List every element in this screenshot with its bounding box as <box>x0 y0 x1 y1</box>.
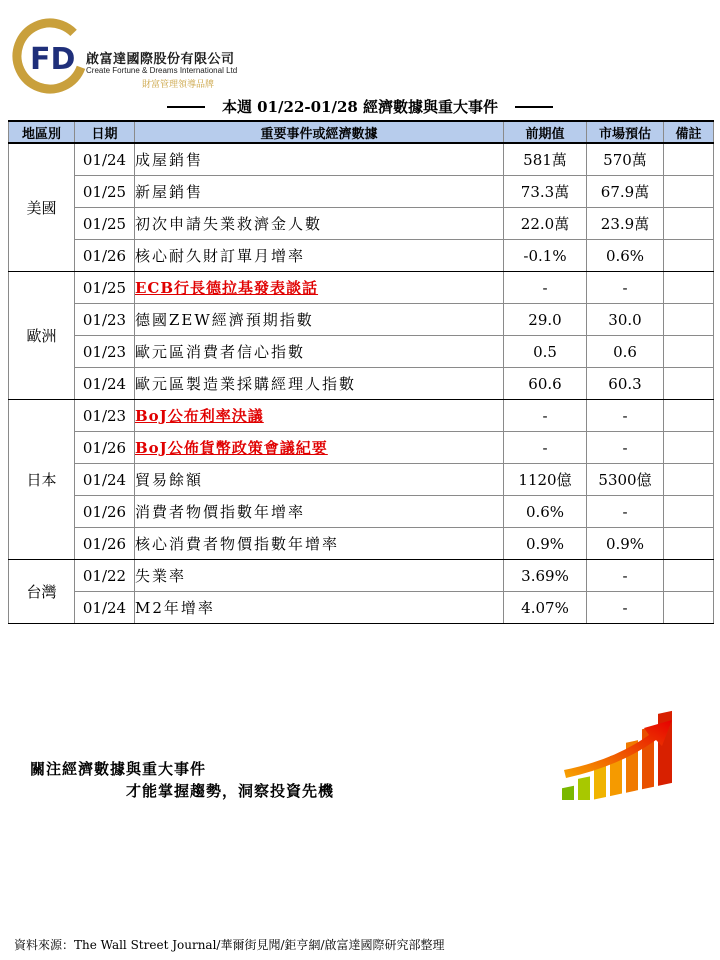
table-row <box>9 176 714 208</box>
event-cell: 核心消費者物價指數年增率 <box>135 528 504 560</box>
event-cell: 失業率 <box>135 560 504 592</box>
table-row <box>9 464 714 496</box>
header-region: 地區別 <box>9 121 75 143</box>
date-cell: 01/25 <box>75 176 135 208</box>
forecast-value-cell: 30.0 <box>587 304 664 336</box>
date-cell: 01/23 <box>75 336 135 368</box>
forecast-value-cell: 60.3 <box>587 368 664 400</box>
event-cell: M2年增率 <box>135 592 504 624</box>
region-cell: 日本 <box>9 400 75 560</box>
table-row <box>9 208 714 240</box>
previous-value-cell: 0.5 <box>504 336 587 368</box>
company-name-en: Create Fortune & Dreams International Ltd <box>86 66 238 75</box>
forecast-value-cell: 23.9萬 <box>587 208 664 240</box>
note-cell <box>664 208 714 240</box>
table-row <box>9 336 714 368</box>
previous-value-cell: 0.6% <box>504 496 587 528</box>
forecast-value-cell: - <box>587 560 664 592</box>
event-cell: 德國ZEW經濟預期指數 <box>135 304 504 336</box>
slogan-line-2: 才能掌握趨勢，洞察投資先機 <box>126 782 335 800</box>
svg-text:FD: FD <box>30 42 76 77</box>
date-cell: 01/26 <box>75 240 135 272</box>
date-cell: 01/26 <box>75 432 135 464</box>
table-row <box>9 240 714 272</box>
forecast-value-cell: 5300億 <box>587 464 664 496</box>
table-row <box>9 496 714 528</box>
previous-value-cell: 4.07% <box>504 592 587 624</box>
forecast-value-cell: 570萬 <box>587 143 664 176</box>
forecast-value-cell: - <box>587 496 664 528</box>
table-row <box>9 400 714 432</box>
region-cell: 台灣 <box>9 560 75 624</box>
note-cell <box>664 400 714 432</box>
table-row <box>9 368 714 400</box>
date-cell: 01/23 <box>75 400 135 432</box>
previous-value-cell: -0.1% <box>504 240 587 272</box>
date-cell: 01/24 <box>75 592 135 624</box>
header-event: 重要事件或經濟數據 <box>135 121 504 143</box>
header-note: 備註 <box>664 121 714 143</box>
note-cell <box>664 368 714 400</box>
table-header-row <box>9 121 714 143</box>
previous-value-cell: 29.0 <box>504 304 587 336</box>
event-cell: ECB行長德拉基發表談話 <box>135 272 504 304</box>
table-row <box>9 143 714 176</box>
note-cell <box>664 592 714 624</box>
previous-value-cell: 60.6 <box>504 368 587 400</box>
date-cell: 01/24 <box>75 368 135 400</box>
header-previous: 前期值 <box>504 121 587 143</box>
header-forecast: 市場預估 <box>587 121 664 143</box>
forecast-value-cell: - <box>587 400 664 432</box>
title-rule-left <box>167 106 205 108</box>
table-row <box>9 272 714 304</box>
page-title-bar <box>0 96 720 116</box>
forecast-value-cell: 0.9% <box>587 528 664 560</box>
table-row <box>9 528 714 560</box>
forecast-value-cell: 0.6 <box>587 336 664 368</box>
previous-value-cell: - <box>504 400 587 432</box>
event-cell: BoJ公布利率決議 <box>135 400 504 432</box>
date-cell: 01/25 <box>75 272 135 304</box>
date-cell: 01/24 <box>75 143 135 176</box>
fd-logo-icon <box>12 14 92 100</box>
note-cell <box>664 336 714 368</box>
previous-value-cell: 581萬 <box>504 143 587 176</box>
date-cell: 01/26 <box>75 528 135 560</box>
rising-bar-chart-icon <box>554 700 694 800</box>
previous-value-cell: 73.3萬 <box>504 176 587 208</box>
event-cell: 貿易餘額 <box>135 464 504 496</box>
event-cell: 歐元區製造業採購經理人指數 <box>135 368 504 400</box>
date-cell: 01/24 <box>75 464 135 496</box>
table-row <box>9 304 714 336</box>
note-cell <box>664 304 714 336</box>
region-cell: 歐洲 <box>9 272 75 400</box>
table-row <box>9 432 714 464</box>
note-cell <box>664 143 714 176</box>
company-name-cn: 啟富達國際股份有限公司 <box>86 52 235 67</box>
forecast-value-cell: - <box>587 432 664 464</box>
event-cell: 新屋銷售 <box>135 176 504 208</box>
previous-value-cell: 3.69% <box>504 560 587 592</box>
date-cell: 01/25 <box>75 208 135 240</box>
previous-value-cell: 0.9% <box>504 528 587 560</box>
forecast-value-cell: - <box>587 592 664 624</box>
event-cell: 消費者物價指數年增率 <box>135 496 504 528</box>
header-date: 日期 <box>75 121 135 143</box>
region-cell: 美國 <box>9 143 75 272</box>
title-rule-right <box>515 106 553 108</box>
event-cell: 核心耐久財訂單月增率 <box>135 240 504 272</box>
previous-value-cell: - <box>504 432 587 464</box>
note-cell <box>664 272 714 304</box>
note-cell <box>664 240 714 272</box>
note-cell <box>664 464 714 496</box>
forecast-value-cell: 0.6% <box>587 240 664 272</box>
date-cell: 01/26 <box>75 496 135 528</box>
page-title: 本週 01/22-01/28 經濟數據與重大事件 <box>221 98 499 116</box>
company-tagline: 財富管理領導品牌 <box>142 80 215 90</box>
date-cell: 01/22 <box>75 560 135 592</box>
event-cell: 成屋銷售 <box>135 143 504 176</box>
forecast-value-cell: 67.9萬 <box>587 176 664 208</box>
forecast-value-cell: - <box>587 272 664 304</box>
event-cell: BoJ公佈貨幣政策會議紀要 <box>135 432 504 464</box>
note-cell <box>664 560 714 592</box>
company-logo <box>12 14 252 100</box>
previous-value-cell: 22.0萬 <box>504 208 587 240</box>
event-cell: 初次申請失業救濟金人數 <box>135 208 504 240</box>
note-cell <box>664 528 714 560</box>
note-cell <box>664 432 714 464</box>
economic-calendar-table <box>8 120 714 624</box>
previous-value-cell: 1120億 <box>504 464 587 496</box>
table-row <box>9 592 714 624</box>
data-source: 資料來源：The Wall Street Journal/華爾街見聞/鉅亨網/啟富達國際研究部整理 <box>14 938 445 952</box>
slogan-line-1: 關注經濟數據與重大事件 <box>30 760 207 778</box>
date-cell: 01/23 <box>75 304 135 336</box>
note-cell <box>664 176 714 208</box>
note-cell <box>664 496 714 528</box>
previous-value-cell: - <box>504 272 587 304</box>
event-cell: 歐元區消費者信心指數 <box>135 336 504 368</box>
table-row <box>9 560 714 592</box>
